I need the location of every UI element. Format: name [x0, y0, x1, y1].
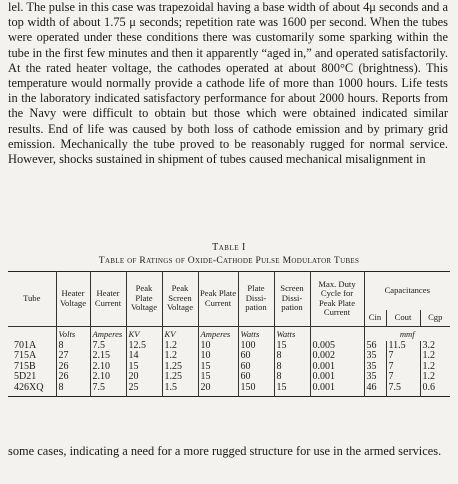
unit-cell — [8, 326, 56, 341]
table-cell: 7 — [386, 362, 420, 373]
unit-cell: Watts — [238, 326, 274, 341]
table-cell: 10 — [198, 351, 238, 362]
unit-cell: Amperes — [90, 326, 126, 341]
table-cell: 1.2 — [420, 362, 450, 373]
table-cell: 1.25 — [162, 362, 198, 373]
table-caption: Table of Ratings of Oxide-Cathode Pulse Modulator Tubes — [98, 255, 360, 266]
table-cell: 11.5 — [386, 341, 420, 352]
table-cell: 0.005 — [310, 341, 364, 352]
table-cell: 3.2 — [420, 341, 450, 352]
table-cell: 0.001 — [310, 362, 364, 373]
table-cell: 1.5 — [162, 383, 198, 397]
header-peak-plate-current: Peak Plate Current — [198, 271, 238, 326]
table-cell: 15 — [198, 362, 238, 373]
paragraph-text: lel. The pulse in this case was trapezoidal having a base width of about 4μ seconds and a top width of about 1.75 μ seconds; repetition rate was 1600 per second. When the tubes were operated under these conditions there was customarily some sparking within the tube in the first few minutes and then it apparently “aged in,” and operated satisfactorily. At the rated heater voltage, the cathodes operated at about 800°C (brightness). This temperature would normally provide a cathode life of more than 1000 hours. Life tests in the laboratory indicated satisfactory performance for about 2000 hours. Reports from the Navy were difficult to obtain but those which were obtained indicated similar results. End of life was caused by both loss of cathode emission and by primary grid emission. Mechanically the tube proved to be reasonably rugged for normal service. However, shocks sustained in shipment of tubes caused mechanical misalignment in — [8, 0, 448, 167]
unit-cell: Amperes — [198, 326, 238, 341]
table-cell: 8 — [274, 372, 310, 383]
table-cell: 7.5 — [90, 341, 126, 352]
table-cell: 26 — [56, 362, 90, 373]
table-cell: 7.5 — [386, 383, 420, 397]
table-cell: 0.001 — [310, 383, 364, 397]
table-cell: 8 — [274, 362, 310, 373]
table-cell: 7 — [386, 351, 420, 362]
table-row — [8, 383, 450, 397]
table-cell: 100 — [238, 341, 274, 352]
unit-cell: Volts — [56, 326, 90, 341]
table-cell: 35 — [364, 351, 386, 362]
table-cell: 15 — [274, 341, 310, 352]
units-row — [8, 326, 450, 341]
cell-tube: 5D21 — [14, 371, 37, 383]
header-cin: Cin — [364, 310, 386, 327]
table-cell: 15 — [198, 372, 238, 383]
table-cell: 1.2 — [162, 341, 198, 352]
table-cell: 12.5 — [126, 341, 162, 352]
header-cgp: Cgp — [420, 310, 450, 327]
header-plate-dissipation: Plate Dissi-pation — [238, 271, 274, 326]
table-cell: 46 — [364, 383, 386, 397]
table-cell: 7.5 — [90, 383, 126, 397]
header-max-duty-cycle: Max. Duty Cycle for Peak Plate Current — [310, 271, 364, 326]
table-cell: 8 — [56, 383, 90, 397]
table-cell: 60 — [238, 351, 274, 362]
closing-paragraph: some cases, indicating a need for a more rugged structure for use in the armed services. — [8, 444, 442, 458]
header-cout: Cout — [386, 310, 420, 327]
table-cell: 0.001 — [310, 372, 364, 383]
table-cell: 26 — [56, 372, 90, 383]
ratings-table-block — [8, 242, 450, 397]
table-cell: 10 — [198, 341, 238, 352]
header-heater-voltage: Heater Voltage — [56, 271, 90, 326]
table-cell: 56 — [364, 341, 386, 352]
body-paragraph — [8, 0, 448, 167]
table-cell: 2.10 — [90, 362, 126, 373]
table-cell: 35 — [364, 372, 386, 383]
table-cell: 8 — [56, 341, 90, 352]
header-tube: Tube — [8, 271, 56, 326]
header-capacitances: Capacitances — [364, 271, 450, 310]
table-number: Table I — [212, 242, 246, 253]
table-cell: 15 — [274, 383, 310, 397]
table-row — [8, 341, 450, 352]
table-row — [8, 362, 450, 373]
table-cell: 150 — [238, 383, 274, 397]
table-cell: 8 — [274, 351, 310, 362]
unit-cell: KV — [162, 326, 198, 341]
unit-cell — [310, 326, 364, 341]
table-cell: 7 — [386, 372, 420, 383]
unit-cell: KV — [126, 326, 162, 341]
header-peak-screen-voltage: Peak Screen Voltage — [162, 271, 198, 326]
table-row — [8, 372, 450, 383]
table-cell: 0.6 — [420, 383, 450, 397]
ratings-table — [8, 271, 450, 398]
table-cell: 1.2 — [162, 351, 198, 362]
header-peak-plate-voltage: Peak Plate Voltage — [126, 271, 162, 326]
table-cell: 2.15 — [90, 351, 126, 362]
header-heater-current: Heater Current — [90, 271, 126, 326]
table-cell: 1.2 — [420, 372, 450, 383]
cell-tube: 715B — [14, 360, 36, 372]
table-header-row — [8, 271, 450, 310]
table-cell: 20 — [198, 383, 238, 397]
table-cell: 20 — [126, 372, 162, 383]
table-cell: 15 — [126, 362, 162, 373]
unit-cell: Watts — [274, 326, 310, 341]
table-cell: 2.10 — [90, 372, 126, 383]
cell-tube: 426XQ — [14, 381, 44, 393]
header-screen-dissipation: Screen Dissi-pation — [274, 271, 310, 326]
table-cell: 35 — [364, 362, 386, 373]
table-row — [8, 351, 450, 362]
table-cell: 27 — [56, 351, 90, 362]
table-cell: 60 — [238, 362, 274, 373]
cell-tube: 715A — [14, 350, 37, 362]
table-cell: 1.25 — [162, 372, 198, 383]
unit-cell-capacitance: mmf — [364, 326, 450, 341]
table-cell: 0.002 — [310, 351, 364, 362]
table-cell: 60 — [238, 372, 274, 383]
cell-tube: 701A — [14, 339, 37, 351]
table-cell: 25 — [126, 383, 162, 397]
table-cell: 14 — [126, 351, 162, 362]
table-cell: 1.2 — [420, 351, 450, 362]
